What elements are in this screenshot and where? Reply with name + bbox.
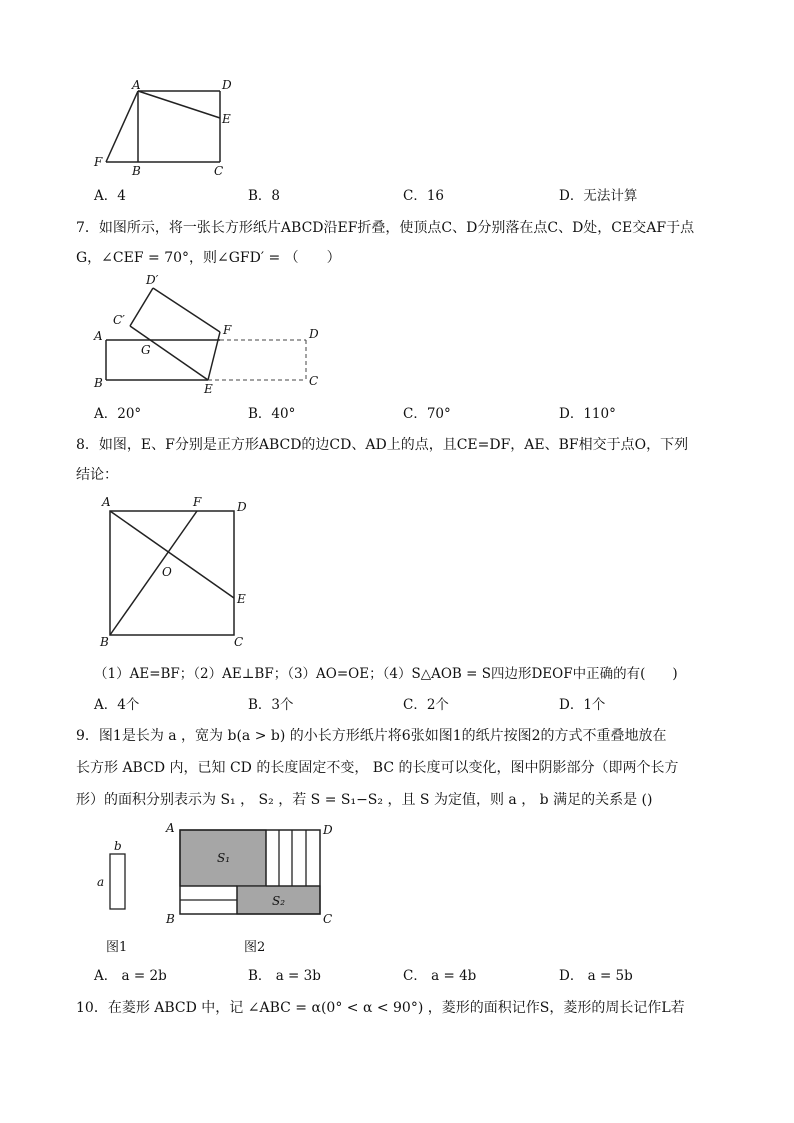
label-A: A [166,821,175,835]
q6-option-c: C．16 [403,188,445,204]
q8-stem-line1: 8．如图，E、F分别是正方形ABCD的边CD、AD上的点，且CE=DF，AE、BF相交于点O，下列 [76,437,689,453]
label-D-prime: D′ [146,273,159,287]
label-B: B [132,164,141,178]
label-a: a [97,875,105,889]
label-C: C [309,374,319,388]
label-D: D [309,327,319,341]
label-A: A [94,329,103,343]
label-S2: S₂ [272,894,286,908]
q9-caption-2: 图2 [244,940,266,955]
q8-option-a: A．4个 [94,697,140,713]
label-A: A [132,78,141,92]
label-E: E [222,112,231,126]
q9-option-d: D． a = 5b [559,968,633,984]
q10-stem-line1: 10．在菱形 ABCD 中，记 ∠ABC = α(0° < α < 90°) ，菱形的面积记作S，菱形的周长记作L若 [76,1000,685,1016]
q7-option-c: C．70° [403,406,451,422]
label-b: b [114,839,122,853]
label-D: D [222,78,232,92]
q9-option-c: C． a = 4b [403,968,477,984]
q8-option-c: C．2个 [403,697,449,713]
q6-option-a: A．4 [94,188,126,204]
q7-option-d: D．110° [559,406,616,422]
q7-option-b: B．40° [248,406,296,422]
label-D: D [323,823,333,837]
q9-stem-line2: 长方形 ABCD 内，已知 CD 的长度固定不变， BC 的长度可以变化，图中阴影部分（即两个长方 [76,760,679,776]
q8-conclusions: （1）AE=BF；（2）AE⊥BF；（3）AO=OE；（4）S△AOB = S四边形DEOF中正确的有( ) [94,666,678,682]
q7-stem-line2: G，∠CEF = 70°，则∠GFD′ = （ ） [76,250,341,266]
q9-option-a: A． a = 2b [94,968,167,984]
label-C: C [234,635,244,649]
q7-option-a: A．20° [94,406,142,422]
label-O: O [162,565,172,579]
q9-caption-1: 图1 [106,940,128,955]
q8-option-d: D．1个 [559,697,606,713]
label-F: F [94,155,103,169]
q6-option-d: D．无法计算 [559,188,638,204]
q6-option-b: B．8 [248,188,281,204]
q8-figure [94,492,264,654]
label-E: E [204,382,213,396]
label-B: B [94,376,103,390]
q7-figure [88,272,328,398]
q8-stem-line2: 结论： [76,467,118,483]
q9-stem-line1: 9．图1是长为 a ，宽为 b(a > b) 的小长方形纸片将6张如图1的纸片按图2的方式不重叠地放在 [76,728,667,744]
label-E: E [237,592,246,606]
q8-option-b: B．3个 [248,697,294,713]
label-F: F [193,495,202,509]
q9-option-b: B． a = 3b [248,968,321,984]
label-D: D [237,500,247,514]
q9-figure-2 [162,820,342,928]
q9-figure-1 [90,838,140,892]
label-B: B [100,635,109,649]
label-F: F [223,323,232,337]
q7-stem-line1: 7．如图所示，将一张长方形纸片ABCD沿EF折叠，使顶点C、D分别落在点C、D处，CE交AF于点 [76,220,695,236]
label-G: G [141,343,151,357]
label-A: A [102,495,111,509]
label-C: C [214,164,224,178]
label-C: C [323,912,333,926]
label-B: B [166,912,175,926]
label-S1: S₁ [217,851,231,865]
q9-stem-line3: 形）的面积分别表示为 S₁ ， S₂ ，若 S = S₁−S₂ ，且 S 为定值，则 a ， b 满足的关系是 () [76,792,653,808]
q6-figure [88,78,248,178]
label-C-prime: C′ [113,313,125,327]
